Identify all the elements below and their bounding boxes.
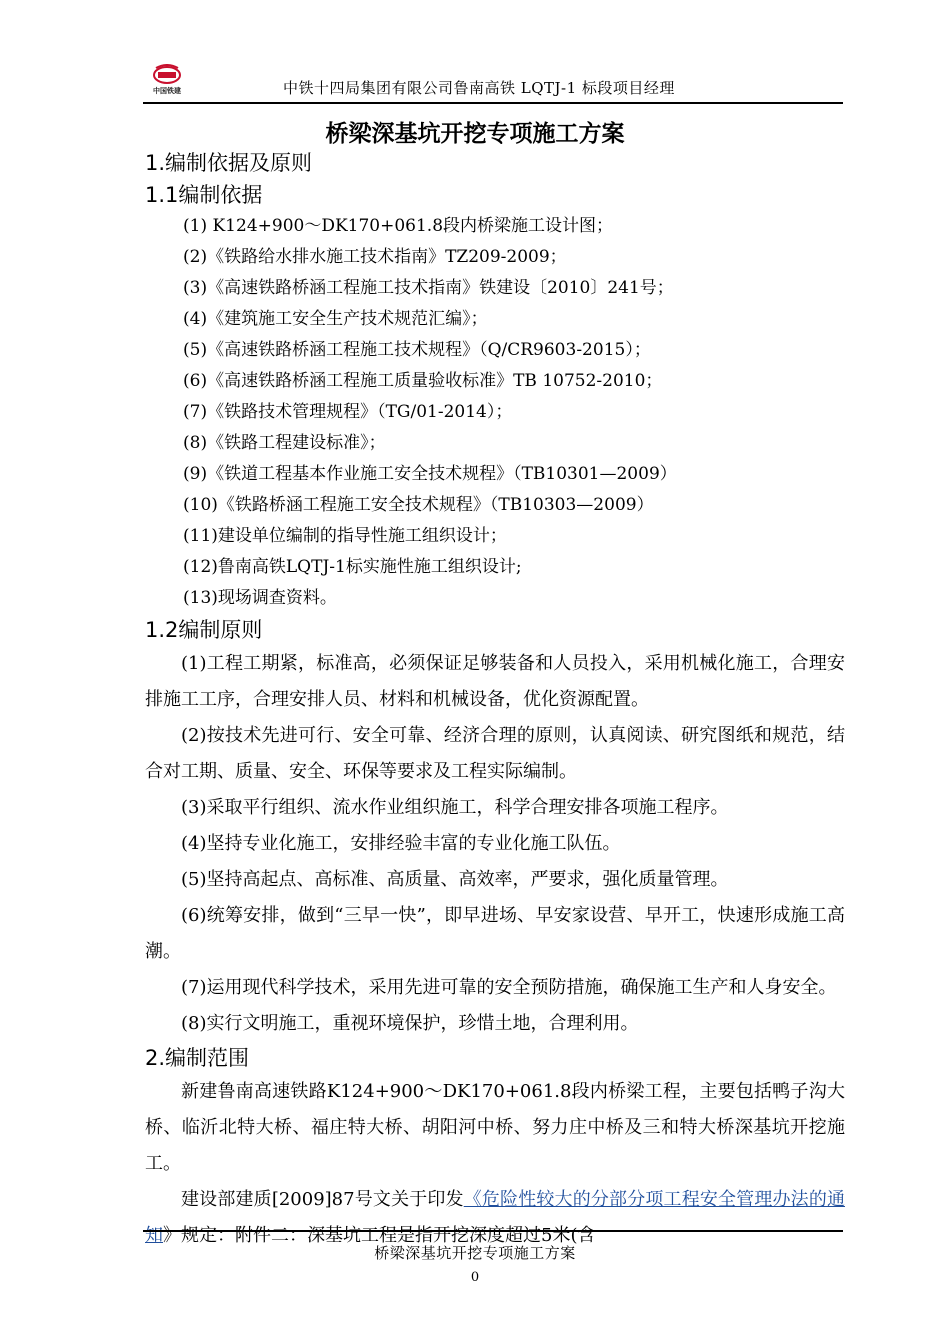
reference-item: (6)《高速铁路桥涵工程施工质量验收标准》TB 10752-2010；: [183, 371, 663, 391]
document-title: 桥梁深基坑开挖专项施工方案: [325, 121, 625, 147]
footer-divider: [143, 1230, 843, 1232]
section-2-heading: 2.编制范围: [145, 1046, 250, 1070]
reference-item: (13)现场调查资料。: [183, 588, 337, 608]
principle-paragraph: (1)工程工期紧，标准高，必须保证足够装备和人员投入，采用机械化施工，合理安排施工工序，合理安排人员、材料和机械设备，优化资源配置。: [145, 653, 845, 710]
logo-text: 中国铁建: [153, 87, 181, 95]
principle-paragraph: (3)采取平行组织、流水作业组织施工，科学合理安排各项施工程序。: [181, 797, 729, 818]
reference-item: (8)《铁路工程建设标准》；: [183, 433, 386, 453]
reference-item: (10)《铁路桥涵工程施工安全技术规程》（TB10303—2009）: [183, 495, 654, 515]
reference-item: (11)建设单位编制的指导性施工组织设计；: [183, 526, 507, 546]
section-1-2-heading: 1.2编制原则: [145, 618, 263, 642]
footer-title: 桥梁深基坑开挖专项施工方案: [374, 1244, 576, 1262]
page-header: [143, 62, 843, 104]
principle-paragraph: (8)实行文明施工，重视环境保护，珍惜土地，合理利用。: [181, 1013, 639, 1034]
reference-item: (1) K124+900～DK170+061.8段内桥梁施工设计图；: [183, 216, 614, 236]
document-body: [145, 147, 845, 1254]
reference-item: (7)《铁路技术管理规程》（TG/01-2014）；: [183, 402, 513, 422]
page-number: 0: [470, 1270, 480, 1285]
scope-paragraph: 新建鲁南高速铁路K124+900～DK170+061.8段内桥梁工程，主要包括鸭子沟大桥、临沂北特大桥、福庄特大桥、胡阳河中桥、努力庄中桥及三和特大桥深基坑开挖施工。: [145, 1081, 845, 1174]
header-org: 中铁十四局集团有限公司鲁南高铁 LQTJ-1 标段项目经理: [283, 79, 675, 97]
reference-item: (3)《高速铁路桥涵工程施工技术指南》铁建设〔2010〕241号；: [183, 278, 674, 298]
section-1-heading: 1.编制依据及原则: [145, 151, 313, 175]
principle-paragraph: (4)坚持专业化施工，安排经验丰富的专业化施工队伍。: [181, 833, 621, 854]
principle-paragraph: (7)运用现代科学技术，采用先进可靠的安全预防措施，确保施工生产和人身安全。: [181, 977, 837, 998]
principle-paragraph: (2)按技术先进可行、安全可靠、经济合理的原则，认真阅读、研究图纸和规范，结合对工期、质量、安全、环保等要求及工程实际编制。: [145, 725, 845, 782]
reference-item: (2)《铁路给水排水施工技术指南》TZ209-2009；: [183, 247, 567, 267]
section-1-1-heading: 1.1编制依据: [145, 183, 263, 207]
reference-item: (4)《建筑施工安全生产技术规范汇编》；: [183, 309, 488, 329]
regulation-text-after: 》规定：附件二：深基坑工程是指开挖深度超过5米(含: [163, 1225, 596, 1246]
reference-item: (5)《高速铁路桥涵工程施工技术规程》（Q/CR9603-2015）；: [183, 340, 651, 360]
regulation-text-before: 建设部建质[2009]87号文关于印发: [181, 1189, 464, 1210]
principle-paragraph: (5)坚持高起点、高标准、高质量、高效率，严要求，强化质量管理。: [181, 869, 729, 890]
reference-item: (9)《铁道工程基本作业施工安全技术规程》（TB10301—2009）: [183, 464, 677, 484]
principle-paragraph: (6)统筹安排，做到“三早一快”，即早进场、早安家设营、早开工，快速形成施工高潮。: [145, 905, 845, 962]
crcc-logo-icon: [153, 64, 181, 84]
crcc-logo: [147, 64, 187, 100]
reference-item: (12)鲁南高铁LQTJ-1标实施性施工组织设计;: [183, 557, 522, 577]
regulation-link[interactable]: 《危险性较大的分部分项工程安全管理办法的通知: [145, 1189, 846, 1246]
